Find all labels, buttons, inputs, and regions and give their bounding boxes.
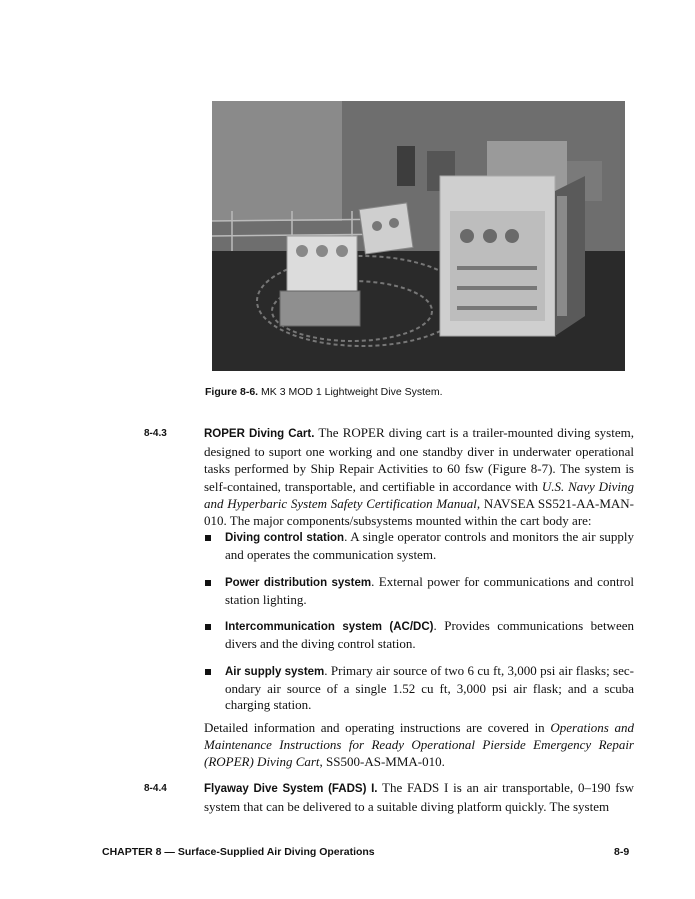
bullet-item — [225, 618, 634, 652]
section-8-4-4-paragraph — [204, 779, 634, 815]
section-8-4-4-text: The FADS I is an air transportable, 0–190 fsw system that can be delivered to a suitable diving platform quickly. The system — [204, 780, 635, 815]
section-number-8-4-3: 8-4.3 — [144, 428, 167, 439]
bullet-heading: Diving control station — [225, 532, 345, 544]
bullet-text: . Provides communications between divers and the diving control station. — [225, 618, 634, 651]
section-number-8-4-4: 8-4.4 — [144, 783, 167, 794]
detail-text-b: , SS500-AS-MMA-010. — [319, 754, 445, 770]
bullet-item — [225, 663, 634, 714]
bullet-heading: Intercommunication system (AC/DC) — [225, 621, 434, 633]
bullet-text: . External power for communications and control station lighting. — [225, 574, 635, 607]
bullet-item — [225, 574, 634, 608]
bullet-item — [225, 529, 634, 563]
detail-citation: Operations and Maintenance Instructions for Ready Operational Pierside Emergency Repair (ROPER) Diving Cart — [204, 720, 635, 770]
bullet-heading: Air supply system — [225, 666, 325, 678]
bullet-marker — [205, 535, 211, 541]
section-8-4-3-citation: U.S. Navy Diving and Hyperbaric System Safety Certification Manual — [204, 478, 634, 511]
footer-chapter: CHAPTER 8 — Surface-Supplied Air Diving Operations — [102, 846, 375, 858]
section-8-4-3-text-a: The ROPER diving cart is a trailer-mounted diving system, designed to suport one working and one standby diver in underwater operational tasks performed by Ship Repair Activities to 60 fsw (Figure 8-7). The system is self-contained, transportable, and certifiable in accordance with — [204, 425, 634, 494]
detail-text-a: Detailed information and operating instructions are covered in — [204, 720, 551, 735]
bullet-marker — [205, 669, 211, 675]
figure-caption-text: MK 3 MOD 1 Lightweight Dive System. — [261, 386, 443, 398]
figure-label: Figure 8-6. — [205, 386, 259, 398]
figure-photo — [212, 101, 625, 371]
bullet-text: . Primary air source of two 6 cu ft, 3,000 psi air flasks; sec-ondary air source of a single 1.52 cu ft, 3,000 psi air flask; and a scuba charging station. — [225, 663, 634, 712]
figure-caption — [205, 386, 443, 398]
section-8-4-3-text-b: , NAVSEA SS521-AA-MAN-010. The major components/subsystems mounted within the cart body are: — [204, 495, 634, 529]
bullet-marker — [205, 580, 211, 586]
footer-page-number: 8-9 — [614, 846, 630, 858]
bullet-marker — [205, 624, 211, 630]
detail-paragraph — [204, 719, 634, 771]
section-8-4-4-heading: Flyaway Dive System (FADS) I. — [204, 783, 378, 795]
section-8-4-3-paragraph — [204, 424, 634, 529]
bullet-text: . A single operator controls and monitors the air supply and operates the communication system. — [225, 529, 634, 562]
section-8-4-3-heading: ROPER Diving Cart. — [204, 428, 315, 440]
bullet-heading: Power distribution system — [225, 577, 372, 589]
